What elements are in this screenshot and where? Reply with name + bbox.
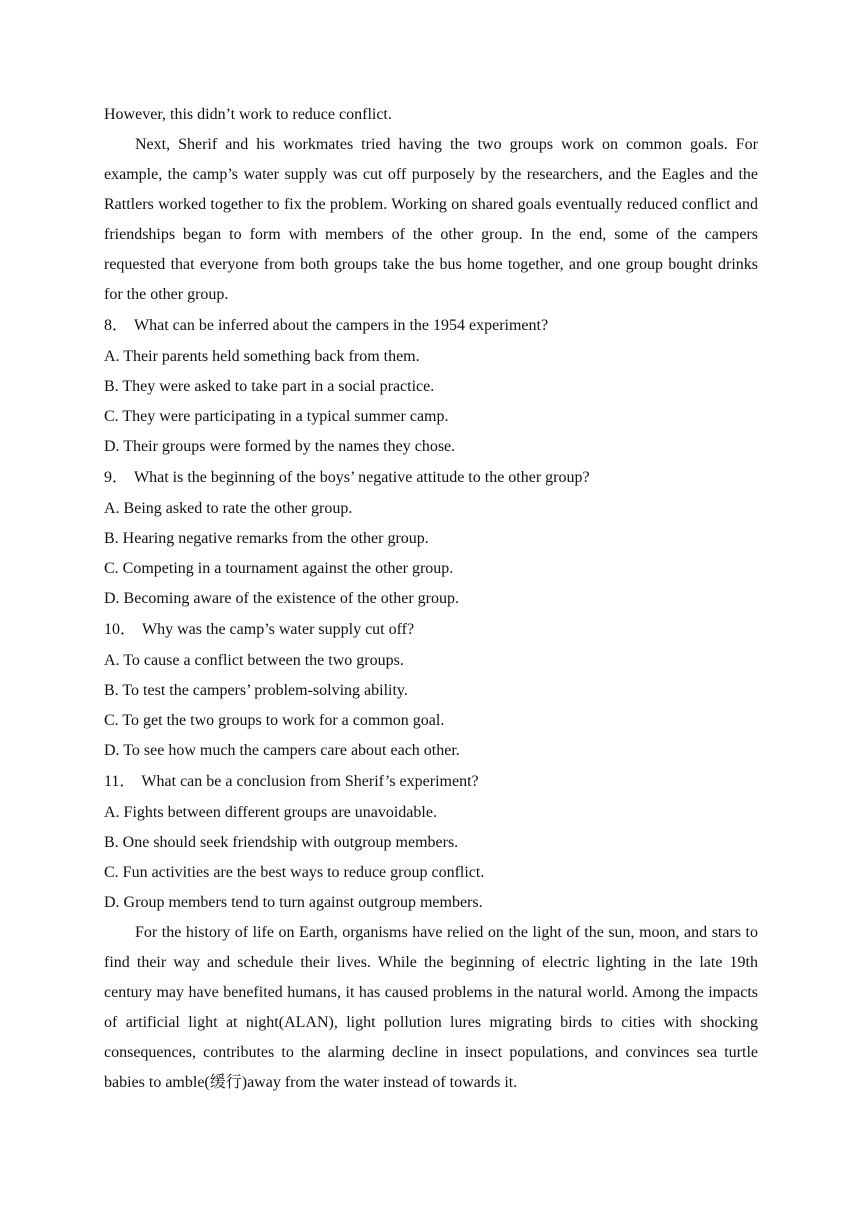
question-stem bbox=[104, 310, 758, 342]
passage-paragraph: Next, Sherif and his workmates tried having the two groups work on common goals. For example, the camp’s water supply was cut off purposely by the researchers, and the Eagles and the Rattlers worked together to fix the problem. Working on shared goals eventually reduced conflict and friendships began to form with members of the other group. In the end, some of the campers requested that everyone from both groups take the bus home together, and one group bought drinks for the other group. bbox=[104, 136, 758, 303]
question-9 bbox=[104, 462, 758, 614]
question-stem bbox=[104, 462, 758, 494]
option-d: D. Their groups were formed by the names they chose. bbox=[104, 438, 456, 455]
question-number: 11． bbox=[104, 773, 136, 790]
option-c: C. Competing in a tournament against the other group. bbox=[104, 560, 454, 577]
question-stem bbox=[104, 766, 758, 798]
option-a: A. Being asked to rate the other group. bbox=[104, 500, 353, 517]
option-b: B. Hearing negative remarks from the other group. bbox=[104, 530, 429, 547]
option-c: C. To get the two groups to work for a common goal. bbox=[104, 712, 445, 729]
option-a: A. Their parents held something back from them. bbox=[104, 348, 420, 365]
option-d: D. Group members tend to turn against outgroup members. bbox=[104, 894, 483, 911]
question-number: 9． bbox=[104, 469, 129, 486]
question-text: What can be inferred about the campers in the 1954 experiment? bbox=[134, 317, 549, 334]
question-text: Why was the camp’s water supply cut off? bbox=[142, 621, 415, 638]
option-d: D. To see how much the campers care about each other. bbox=[104, 742, 460, 759]
option-a: A. Fights between different groups are unavoidable. bbox=[104, 804, 437, 821]
passage-continuation: However, this didn’t work to reduce conflict. bbox=[104, 106, 392, 123]
option-b: B. One should seek friendship with outgroup members. bbox=[104, 834, 459, 851]
option-b: B. They were asked to take part in a social practice. bbox=[104, 378, 435, 395]
question-11 bbox=[104, 766, 758, 918]
option-d: D. Becoming aware of the existence of the other group. bbox=[104, 590, 459, 607]
question-stem bbox=[104, 614, 758, 646]
option-c: C. Fun activities are the best ways to reduce group conflict. bbox=[104, 864, 485, 881]
question-text: What can be a conclusion from Sherif’s experiment? bbox=[141, 773, 479, 790]
option-c: C. They were participating in a typical summer camp. bbox=[104, 408, 449, 425]
option-b: B. To test the campers’ problem-solving ability. bbox=[104, 682, 408, 699]
question-number: 10． bbox=[104, 621, 137, 638]
question-10 bbox=[104, 614, 758, 766]
option-a: A. To cause a conflict between the two groups. bbox=[104, 652, 404, 669]
question-text: What is the beginning of the boys’ negative attitude to the other group? bbox=[134, 469, 590, 486]
question-8 bbox=[104, 310, 758, 462]
document-page bbox=[104, 100, 758, 1098]
passage-paragraph-light-pollution: For the history of life on Earth, organisms have relied on the light of the sun, moon, and stars to find their way and schedule their lives. While the beginning of electric lighting in the late 19th century may have benefited humans, it has caused problems in the natural world. Among the impacts of artificial light at night(ALAN), light pollution lures migrating birds to cities with shocking consequences, contributes to the alarming decline in insect populations, and convinces sea turtle babies to amble(缓行)away from the water instead of towards it. bbox=[104, 924, 758, 1091]
question-number: 8． bbox=[104, 317, 129, 334]
